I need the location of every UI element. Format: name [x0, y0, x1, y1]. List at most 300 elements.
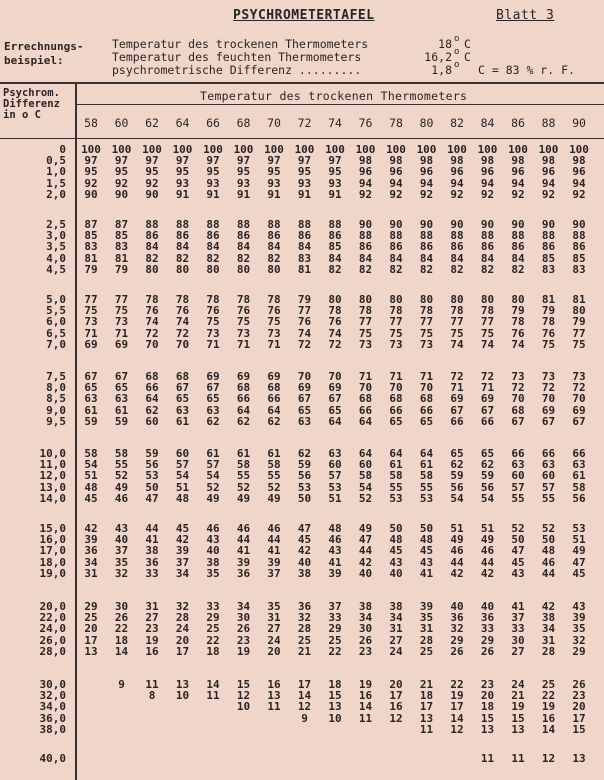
- table-cell: 100: [81, 143, 101, 156]
- table-cell: 72: [572, 381, 586, 395]
- table-cell: 81: [114, 251, 129, 265]
- table-cell: 54: [480, 491, 495, 505]
- table-cell: 94: [450, 176, 464, 190]
- table-cell: 65: [450, 447, 464, 460]
- row-diff-label: 10,0: [39, 447, 66, 460]
- table-cell: 28: [541, 644, 556, 658]
- table-cell: 78: [450, 304, 464, 318]
- table-cell: 88: [175, 218, 190, 231]
- table-cell: 73: [84, 315, 98, 329]
- table-cell: 93: [267, 176, 281, 190]
- table-cell: 44: [267, 533, 281, 547]
- table-cell: 55: [267, 469, 281, 483]
- table-cell: 23: [236, 633, 251, 647]
- table-cell: 18: [206, 644, 220, 658]
- table-cell: 40: [206, 544, 220, 558]
- table-cell: 70: [297, 370, 312, 383]
- table-cell: 78: [419, 304, 434, 318]
- table-cell: 46: [541, 555, 556, 569]
- table-cell: 88: [541, 229, 556, 243]
- table-cell: 69: [297, 381, 312, 395]
- table-cell: 44: [541, 566, 556, 580]
- table-cell: 16: [145, 644, 159, 658]
- table-cell: 57: [206, 458, 220, 472]
- table-cell: 26: [480, 644, 495, 658]
- table-cell: 52: [358, 491, 373, 505]
- table-cell: 51: [328, 491, 342, 505]
- table-cell: 88: [389, 229, 403, 243]
- table-cell: 86: [480, 240, 495, 254]
- row-diff-label: 7,5: [46, 370, 66, 383]
- table-cell: 83: [572, 262, 586, 276]
- table-cell: 44: [236, 533, 251, 547]
- table-cell: 40: [297, 555, 312, 569]
- table-cell: 80: [450, 293, 464, 306]
- row-diff-label: 6,0: [46, 315, 66, 329]
- table-cell: 53: [419, 491, 434, 505]
- table-cell: 67: [114, 370, 129, 383]
- table-cell: 86: [206, 229, 220, 243]
- table-cell: 45: [511, 555, 525, 569]
- table-cell: 68: [236, 381, 251, 395]
- table-cell: 14: [541, 722, 556, 736]
- table-cell: 98: [541, 154, 556, 168]
- table-cell: 58: [114, 447, 129, 460]
- table-cell: 23: [572, 689, 586, 703]
- column-header-80: 80: [419, 116, 434, 130]
- table-cell: 67: [480, 403, 495, 417]
- example-result: C = 83 % r. F.: [478, 63, 575, 77]
- table-cell: 84: [389, 251, 403, 265]
- column-header-68: 68: [236, 116, 251, 130]
- table-cell: 69: [114, 337, 129, 351]
- table-cell: 17: [175, 644, 190, 658]
- table-cell: 84: [480, 251, 495, 265]
- table-cell: 12: [541, 752, 556, 765]
- table-cell: 78: [328, 304, 342, 318]
- table-cell: 25: [328, 633, 342, 647]
- table-cell: 64: [328, 414, 342, 428]
- table-cell: 95: [84, 165, 98, 179]
- table-cell: 90: [389, 218, 403, 231]
- table-cell: 28: [419, 633, 434, 647]
- table-cell: 22: [206, 633, 220, 647]
- table-cell: 68: [389, 392, 403, 406]
- table-cell: 78: [206, 293, 220, 306]
- table-cell: 71: [206, 337, 220, 351]
- table-cell: 80: [236, 262, 251, 276]
- table-cell: 22: [114, 622, 129, 636]
- table-cell: 91: [267, 187, 281, 201]
- table-cell: 69: [206, 370, 220, 383]
- table-cell: 75: [206, 315, 220, 329]
- table-cell: 19: [511, 700, 525, 714]
- table-cell: 49: [572, 544, 586, 558]
- table-cell: 37: [114, 544, 129, 558]
- table-cell: 93: [175, 176, 190, 190]
- table-cell: 71: [236, 337, 251, 351]
- table-cell: 14: [114, 644, 129, 658]
- table-cell: 100: [264, 143, 284, 156]
- table-cell: 40: [480, 600, 495, 613]
- table-cell: 94: [572, 176, 586, 190]
- table-cell: 44: [145, 522, 159, 535]
- wet-value: 16,2: [424, 50, 452, 64]
- row-diff-label: 12,0: [39, 469, 66, 483]
- table-cell: 73: [572, 370, 586, 383]
- table-cell: 100: [569, 143, 589, 156]
- dry-value: 18: [438, 37, 452, 51]
- table-cell: 49: [206, 491, 220, 505]
- table-cell: 82: [267, 251, 281, 265]
- table-cell: 60: [175, 447, 190, 460]
- table-cell: 80: [145, 262, 159, 276]
- column-header-70: 70: [267, 116, 281, 130]
- table-cell: 45: [419, 544, 434, 558]
- table-cell: 62: [480, 458, 495, 472]
- example-label: [4, 40, 83, 68]
- table-cell: 31: [267, 611, 281, 625]
- table-cell: 92: [572, 187, 586, 201]
- table-cell: 94: [419, 176, 434, 190]
- table-cell: 96: [450, 165, 464, 179]
- table-cell: 54: [175, 469, 190, 483]
- table-cell: 79: [541, 304, 556, 318]
- table-cell: 79: [572, 315, 586, 329]
- table-cell: 84: [267, 240, 281, 254]
- table-cell: 47: [358, 533, 373, 547]
- table-cell: 13: [328, 700, 342, 714]
- table-cell: 81: [84, 251, 98, 265]
- table-cell: 70: [541, 392, 556, 406]
- table-cell: 74: [480, 337, 495, 351]
- table-cell: 38: [145, 544, 159, 558]
- table-cell: 24: [175, 622, 190, 636]
- table-cell: 92: [114, 176, 129, 190]
- column-header-62: 62: [145, 116, 159, 130]
- row-diff-label: 34,0: [39, 700, 66, 714]
- table-cell: 66: [480, 414, 495, 428]
- table-cell: 19: [450, 689, 464, 703]
- table-cell: 90: [114, 187, 129, 201]
- table-cell: 39: [419, 600, 434, 613]
- table-cell: 77: [419, 315, 434, 329]
- table-cell: 90: [572, 218, 586, 231]
- table-cell: 41: [419, 566, 434, 580]
- table-cell: 20: [572, 700, 586, 714]
- table-cell: 84: [206, 240, 220, 254]
- table-cell: 58: [389, 469, 403, 483]
- table-cell: 100: [538, 143, 559, 156]
- table-cell: 73: [206, 326, 220, 340]
- table-cell: 53: [389, 491, 403, 505]
- table-cell: 65: [114, 381, 129, 395]
- table-cell: 52: [511, 522, 525, 535]
- table-cell: 38: [297, 566, 312, 580]
- table-cell: 90: [419, 218, 434, 231]
- table-cell: 82: [175, 251, 190, 265]
- table-cell: 98: [480, 154, 495, 168]
- table-cell: 63: [175, 403, 190, 417]
- table-cell: 71: [84, 326, 98, 340]
- table-cell: 63: [297, 414, 312, 428]
- table-cell: 38: [206, 555, 220, 569]
- table-cell: 44: [480, 555, 495, 569]
- table-cell: 92: [541, 187, 556, 201]
- table-cell: 19: [541, 700, 556, 714]
- table-cell: 57: [175, 458, 190, 472]
- table-cell: 43: [114, 522, 129, 535]
- table-cell: 100: [142, 143, 162, 156]
- table-cell: 27: [267, 622, 281, 636]
- table-cell: 37: [267, 566, 281, 580]
- table-cell: 66: [236, 392, 251, 406]
- table-cell: 88: [297, 218, 312, 231]
- table-cell: 97: [84, 154, 98, 168]
- table-cell: 69: [450, 392, 464, 406]
- table-cell: 77: [450, 315, 464, 329]
- table-cell: 75: [236, 315, 251, 329]
- table-cell: 20: [389, 678, 403, 691]
- table-cell: 86: [328, 229, 342, 243]
- table-cell: 47: [572, 555, 586, 569]
- table-cell: 70: [145, 337, 159, 351]
- table-cell: 100: [508, 143, 528, 156]
- table-cell: 81: [541, 293, 556, 306]
- table-cell: 78: [480, 304, 495, 318]
- column-header-66: 66: [206, 116, 220, 130]
- row-diff-label: 15,0: [39, 522, 66, 535]
- table-cell: 15: [480, 711, 495, 725]
- table-cell: 80: [572, 304, 586, 318]
- table-cell: 53: [572, 522, 586, 535]
- table-cell: 33: [206, 600, 220, 613]
- table-cell: 36: [450, 611, 464, 625]
- table-cell: 66: [541, 447, 556, 460]
- table-cell: 73: [419, 337, 434, 351]
- table-cell: 100: [355, 143, 376, 156]
- table-cell: 29: [206, 611, 220, 625]
- table-cell: 50: [541, 533, 556, 547]
- table-cell: 72: [511, 381, 525, 395]
- table-cell: 13: [419, 711, 434, 725]
- table-cell: 56: [572, 491, 586, 505]
- row-diff-label: 7,0: [46, 337, 66, 351]
- table-cell: 11: [511, 752, 525, 765]
- table-cell: 83: [297, 251, 312, 265]
- example-label-line2: beispiel:: [4, 54, 64, 67]
- table-cell: 44: [450, 555, 464, 569]
- table-cell: 48: [389, 533, 403, 547]
- row-diff-label: 9,5: [46, 414, 66, 428]
- table-cell: 38: [389, 600, 403, 613]
- row-diff-label: 19,0: [39, 566, 66, 580]
- table-cell: 50: [389, 522, 403, 535]
- table-cell: 13: [84, 644, 98, 658]
- table-cell: 26: [450, 644, 464, 658]
- column-header-60: 60: [114, 116, 129, 130]
- table-cell: 88: [419, 229, 434, 243]
- table-cell: 45: [175, 522, 190, 535]
- table-cell: 52: [114, 469, 129, 483]
- table-cell: 21: [419, 678, 434, 691]
- table-cell: 86: [236, 229, 251, 243]
- table-cell: 82: [358, 262, 373, 276]
- row-header-title: [3, 88, 60, 121]
- table-cell: 77: [480, 315, 495, 329]
- table-cell: 25: [541, 678, 556, 691]
- table-cell: 55: [236, 469, 251, 483]
- table-cell: 84: [297, 240, 312, 254]
- table-cell: 14: [206, 678, 220, 691]
- row-diff-label: 8,5: [46, 392, 66, 406]
- table-cell: 97: [267, 154, 281, 168]
- table-cell: 63: [114, 392, 129, 406]
- table-cell: 75: [389, 326, 403, 340]
- table-cell: 43: [419, 555, 434, 569]
- row-diff-label: 2,0: [46, 187, 66, 201]
- table-cell: 42: [175, 533, 190, 547]
- table-cell: 70: [572, 392, 586, 406]
- table-cell: 54: [450, 491, 464, 505]
- table-cell: 66: [145, 381, 159, 395]
- table-cell: 70: [358, 381, 373, 395]
- table-cell: 100: [416, 143, 437, 156]
- table-cell: 76: [511, 326, 525, 340]
- table-cell: 86: [389, 240, 403, 254]
- table-cell: 97: [328, 154, 342, 168]
- table-cell: 42: [297, 544, 312, 558]
- row-diff-label: 3,5: [46, 240, 66, 254]
- table-cell: 75: [267, 315, 281, 329]
- table-cell: 37: [175, 555, 190, 569]
- table-cell: 27: [389, 633, 403, 647]
- table-cell: 60: [541, 469, 556, 483]
- table-cell: 50: [419, 522, 434, 535]
- table-cell: 78: [511, 315, 525, 329]
- table-cell: 46: [114, 491, 129, 505]
- table-cell: 71: [480, 381, 495, 395]
- table-cell: 88: [236, 218, 251, 231]
- table-cell: 65: [419, 414, 434, 428]
- table-cell: 77: [572, 326, 586, 340]
- table-cell: 43: [572, 600, 586, 613]
- table-cell: 85: [114, 229, 129, 243]
- table-cell: 10: [328, 711, 342, 725]
- table-cell: 59: [450, 469, 464, 483]
- table-cell: 85: [84, 229, 98, 243]
- table-cell: 77: [114, 293, 129, 306]
- table-cell: 10: [175, 689, 190, 703]
- table-cell: 13: [572, 752, 586, 765]
- table-cell: 94: [511, 176, 525, 190]
- table-cell: 26: [572, 678, 586, 691]
- table-cell: 80: [511, 293, 525, 306]
- table-cell: 69: [572, 403, 586, 417]
- table-cell: 86: [145, 229, 159, 243]
- table-cell: 43: [206, 533, 220, 547]
- table-cell: 82: [419, 262, 434, 276]
- table-cell: 50: [145, 480, 159, 494]
- table-cell: 78: [358, 304, 373, 318]
- row-diff-label: 5,0: [46, 293, 66, 306]
- table-cell: 22: [328, 644, 342, 658]
- table-cell: 46: [236, 522, 251, 535]
- table-cell: 82: [236, 251, 251, 265]
- table-cell: 75: [419, 326, 434, 340]
- table-cell: 14: [358, 700, 373, 714]
- table-cell: 11: [419, 722, 434, 736]
- table-cell: 67: [175, 381, 190, 395]
- table-cell: 61: [175, 414, 190, 428]
- table-cell: 91: [175, 187, 190, 201]
- table-cell: 15: [236, 678, 251, 691]
- table-cell: 54: [206, 469, 220, 483]
- table-cell: 56: [450, 480, 464, 494]
- table-cell: 35: [572, 622, 586, 636]
- table-cell: 74: [328, 326, 342, 340]
- table-cell: 90: [450, 218, 464, 231]
- table-cell: 77: [358, 315, 373, 329]
- table-cell: 75: [572, 337, 586, 351]
- table-cell: 94: [389, 176, 403, 190]
- table-cell: 95: [297, 165, 312, 179]
- table-cell: 15: [328, 689, 342, 703]
- table-cell: 84: [236, 240, 251, 254]
- table-cell: 30: [236, 611, 251, 625]
- table-cell: 71: [450, 381, 464, 395]
- table-cell: 75: [114, 304, 129, 318]
- table-cell: 57: [541, 480, 556, 494]
- table-cell: 64: [358, 414, 373, 428]
- table-cell: 11: [206, 689, 220, 703]
- row-diff-label: 14,0: [39, 491, 66, 505]
- row-diff-label: 2,5: [46, 218, 66, 231]
- table-cell: 29: [84, 600, 98, 613]
- table-cell: 80: [175, 262, 190, 276]
- table-cell: 32: [114, 566, 129, 580]
- table-cell: 61: [236, 447, 251, 460]
- table-cell: 73: [114, 315, 129, 329]
- table-cell: 86: [450, 240, 464, 254]
- table-cell: 61: [114, 403, 129, 417]
- table-cell: 58: [236, 458, 251, 472]
- column-group-title: Temperatur des trockenen Thermometers: [200, 89, 468, 103]
- table-cell: 33: [511, 622, 525, 636]
- table-cell: 46: [480, 544, 495, 558]
- table-cell: 78: [145, 293, 159, 306]
- table-cell: 59: [84, 414, 98, 428]
- table-cell: 88: [145, 218, 159, 231]
- column-header-74: 74: [328, 116, 342, 130]
- table-cell: 70: [175, 337, 190, 351]
- table-cell: 76: [175, 304, 190, 318]
- wet-label: Temperatur des feuchten Thermometers: [112, 50, 362, 64]
- table-cell: 69: [328, 381, 342, 395]
- row-diff-label: 26,0: [39, 633, 66, 647]
- table-cell: 90: [145, 187, 159, 201]
- table-cell: 78: [175, 293, 190, 306]
- table-cell: 64: [358, 447, 373, 460]
- table-cell: 100: [294, 143, 315, 156]
- table-cell: 48: [328, 522, 342, 535]
- table-cell: 35: [267, 600, 281, 613]
- table-cell: 34: [358, 611, 373, 625]
- table-cell: 56: [297, 469, 312, 483]
- table-cell: 42: [480, 566, 495, 580]
- table-cell: 20: [480, 689, 495, 703]
- column-header-76: 76: [358, 116, 373, 130]
